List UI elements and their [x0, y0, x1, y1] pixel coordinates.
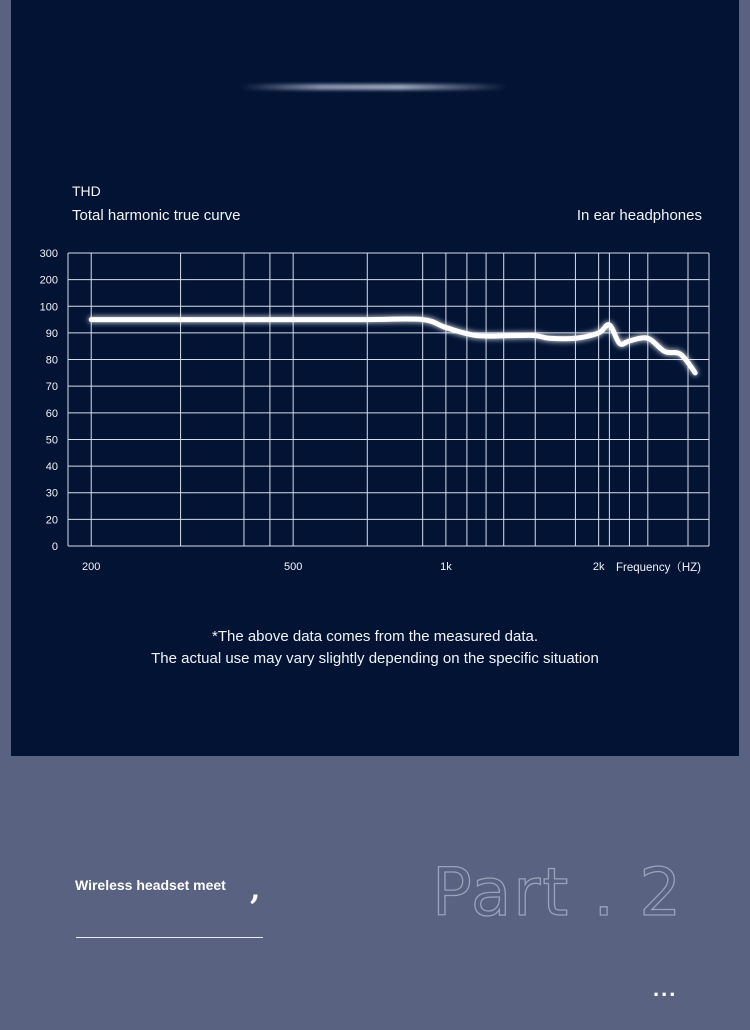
y-tick-label: 100	[39, 301, 58, 314]
chart-right-label: In ear headphones	[576, 207, 702, 224]
thd-curve-line	[91, 319, 695, 373]
y-tick-label: 40	[45, 461, 58, 474]
x-tick-label: 200	[82, 561, 101, 573]
y-tick-label: 200	[39, 274, 58, 287]
y-tick-label: 30	[45, 487, 58, 500]
chart-label-thd: THD	[72, 183, 101, 199]
y-axis-labels	[40, 248, 58, 553]
footer-divider	[76, 937, 263, 938]
y-tick-label: 50	[45, 434, 58, 447]
x-axis-labels	[82, 561, 605, 573]
more-dots-icon[interactable]: ...	[653, 976, 678, 1001]
chart-grid	[68, 253, 709, 546]
note-line-2: The actual use may vary slightly depending on the specific situation	[151, 650, 599, 667]
y-tick-label: 0	[51, 541, 58, 553]
chart-title: Total harmonic true curve	[72, 207, 241, 224]
y-tick-label: 90	[45, 327, 58, 340]
note-line-1: *The above data comes from the measured data.	[211, 628, 538, 645]
part-label: Part . 2	[432, 854, 684, 931]
quote-comma-mark: ,	[250, 872, 261, 907]
y-tick-label: 20	[45, 514, 58, 527]
y-tick-label: 80	[45, 354, 58, 367]
y-tick-label: 70	[45, 381, 58, 394]
footer-title: Wireless headset meet	[75, 877, 226, 893]
y-tick-label: 60	[45, 407, 58, 420]
x-tick-label: 500	[283, 561, 303, 573]
y-tick-label: 300	[39, 248, 58, 260]
x-axis-title: Frequency（HZ)	[616, 562, 701, 574]
x-tick-label: 2k	[592, 561, 605, 573]
x-tick-label: 1k	[440, 561, 452, 573]
